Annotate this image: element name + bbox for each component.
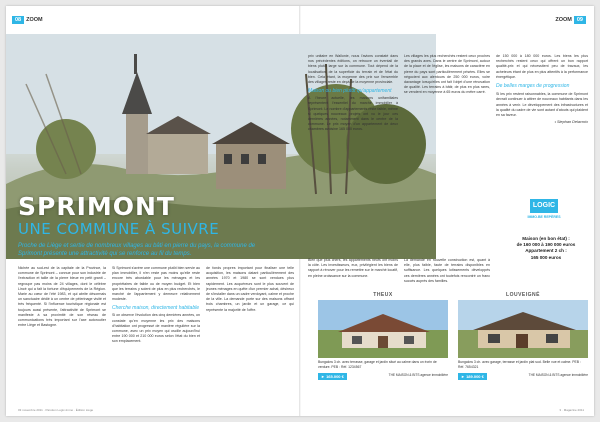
column-4-heading: Maison ou bien plutôt qu'appartement bbox=[308, 88, 392, 95]
price-line-4: 165 000 euros bbox=[530, 254, 562, 260]
column-3-text: de fonds propres important pour finaliser une telle acquisition, les maisons datant particulièrement des années 1970 et 1980 se sont vendues plus rapidement. Les acquéreurs sont le plus souvent de jeunes ménages en quête d'un premier achat, désireux de s'installer dans un cadre verdoyant, calme et proche de la ville. La demande porte sur des maisons offrant trois chambres, un jardin et un garage, ce qui représente la majorité de l'offre. bbox=[206, 266, 294, 312]
author-signature: • Stephan Delacroix bbox=[554, 120, 588, 125]
listing-card[interactable] bbox=[458, 292, 588, 404]
column-8 bbox=[496, 54, 588, 126]
section-label-right: ZOOM bbox=[555, 17, 572, 23]
footer-left: 03 novembre 2011 · Parution Logic-Immo · Édition Liège bbox=[18, 408, 94, 412]
logo-mark: LOGIC bbox=[530, 199, 558, 213]
listing-agency: THE MAISON & BITS agence immobilière bbox=[388, 373, 448, 378]
price-summary bbox=[506, 236, 586, 261]
column-5-text: Les villages les plus recherchés restent ceux proches des grands axes. Dans le centre de Sprimont, autour de la place et de l'église, les maisons de caractère en pierre du pays sont particulièrement prisées. Elles se négocient aux alentours de 250 000 euros, voire davantage lorsqu'elles ont fait l'objet d'une rénovation de qualité. Les terrains à bâtir, de plus en plus rares, se vendent en moyenne à 65 euros du mètre carré. bbox=[404, 54, 490, 95]
column-4 bbox=[308, 54, 398, 135]
listing-card[interactable] bbox=[318, 292, 448, 404]
column-3 bbox=[206, 266, 294, 315]
column-4-text-2: À l'heure actuelle, les maisons unifamiliales représentent l'essentiel du marché immobilier à Sprimont. Le nombre d'appartements reste faible, même si quelques nouveaux projets ont vu le jour ces dernières années, notamment dans le centre de la commune. Le prix moyen d'un appartement de deux chambres avoisine 165 000 euros. bbox=[308, 96, 398, 132]
article-title: SPRIMONT bbox=[18, 192, 175, 221]
listing-town: THEUX bbox=[373, 292, 393, 298]
column-2-heading: Cherche maison, directement habitable bbox=[112, 305, 199, 312]
listing-town: LOUVEIGNÉ bbox=[506, 292, 540, 298]
article-subtitle: UNE COMMUNE À SUIVRE bbox=[18, 220, 220, 238]
listing-photo bbox=[318, 300, 448, 358]
listing-caption: Bungalow 3 ch. avec terrasse, garage et jardin situé au calme dans un écrin de verdure. PEB : Réf. 1234567 bbox=[318, 360, 437, 369]
column-6-text: Bien que plus chers, les appartements neufs ont moins la côte. Les investisseurs, eux, privilégient les biens de rapport à rénover pour les remettre sur le marché locatif, en pleine croissance sur la commune. bbox=[308, 258, 398, 278]
column-1-text: Nichée au sud-est de la capitale de la Province, la commune de Sprimont – connue pour son industrie de l'extraction et taille de la pierre bleue en petit granit – regroupe pas moins de 24 villages, dont le célèbre Lincé qui a fait la fortune d'équipements de la Région. Marie au cœur de l'été 1983, et qui abrite désormais un sanctuaire dédié à un centre de pèlerinage visité et très fréquenté. Si l'influence touristique régionale est toujours aussi présente, l'attractivité de Sprimont se manifeste à sa proximité de son réseau de communications très important sur l'axe autoroutier entre Liège et Bastogne. bbox=[18, 266, 106, 328]
column-7 bbox=[404, 258, 490, 286]
section-tag-right bbox=[555, 16, 586, 24]
section-tag-left bbox=[12, 16, 43, 24]
price-line-2: de 160 000 à 190 000 euros bbox=[516, 242, 576, 248]
page-number-right: 09 bbox=[574, 16, 586, 24]
column-2-text-2: Si on observe l'évolution des cinq dernières années, on constate qu'en moyenne les prix des maisons d'habitation ont progressé de manière régulière sur la commune, avec un prix moyen qui oscille aujourd'hui entre 190 000 et 210 000 euros selon l'état du bien et son emplacement. bbox=[112, 313, 200, 344]
column-7-text: La demande en nouvelle construction est, quant à elle, plus faible, faute de terrains disponibles en suffisance. Les quelques lotissements développés ces dernières années ont toutefois rencontré un franc succès auprès des familles. bbox=[404, 258, 490, 283]
column-6 bbox=[308, 258, 398, 281]
page-number-left: 08 bbox=[12, 16, 24, 24]
listing-price: ► 165.000 € bbox=[318, 373, 347, 380]
listing-caption: Bungalow 3 ch. avec garage, terrasse et jardin plat sud. Belle vue et calme. PEB : Réf. 7654321 bbox=[458, 360, 581, 369]
column-2-text-1: Si Sprimont s'avère une commune plutôt bien servie au plan immobilier, il n'en reste pas moins qu'elle reste encore très abordable pour les ménages et les propriétaires de faible ou de moyen budget. Et bien que les terrains y soient de plus en plus recherchés, le marché de l'appartement y demeure relativement modeste. bbox=[112, 266, 200, 302]
column-4-text-1: prix unitaire en Wallonie, nous l'avions constaté dans nos précédentes éditions, on retrouve un éventail de biens plutôt large sur la commune. Tout dépend de la localisation, de la superficie du terrain et de l'état du bien. Cela étant, la moyenne des prix sur l'ensemble des villages reste en deçà de la moyenne provinciale. bbox=[308, 54, 398, 85]
listing-photo bbox=[458, 300, 588, 358]
price-line-1: Maison (en bon état) : bbox=[522, 236, 570, 241]
listing-price: ► 189.000 € bbox=[458, 373, 487, 380]
magazine-spread bbox=[6, 6, 594, 416]
column-5 bbox=[404, 54, 490, 98]
column-8-text-1: de 150 000 à 180 000 euros. Les biens les plus recherchés restent ceux qui offrent un bon rapport qualité-prix et qui nécessitent peu de travaux, les acheteurs étant de plus en plus attentifs à la performance énergétique. bbox=[496, 54, 588, 79]
section-label-left: ZOOM bbox=[26, 17, 43, 23]
article-intro: Proche de Liège et sertie de nombreux villages au bâti en pierre du pays, la commune de Sprimont présente une attractivité qui se renforce au fil du temps. bbox=[18, 243, 256, 258]
column-1 bbox=[18, 266, 106, 330]
logo-subtitle: IMMO.BE REPÈRES bbox=[527, 215, 561, 219]
logic-immo-logo bbox=[524, 199, 564, 231]
price-line-3: Appartement 2 ch : bbox=[525, 248, 567, 254]
column-2 bbox=[112, 266, 200, 347]
listing-agency: THE MAISON & BITS agence immobilière bbox=[528, 373, 588, 378]
column-8-text-2: Si les prix restent raisonnables, la commune de Sprimont devrait continuer à attirer de nouveaux habitants dans les années à venir. Le développement des infrastructures et la qualité du cadre de vie sont autant d'atouts qui plaident en sa faveur. bbox=[496, 92, 588, 118]
footer-right: 3 · Magazine 2011 bbox=[559, 408, 584, 412]
column-8-heading: De belles marges de progression bbox=[496, 83, 570, 90]
